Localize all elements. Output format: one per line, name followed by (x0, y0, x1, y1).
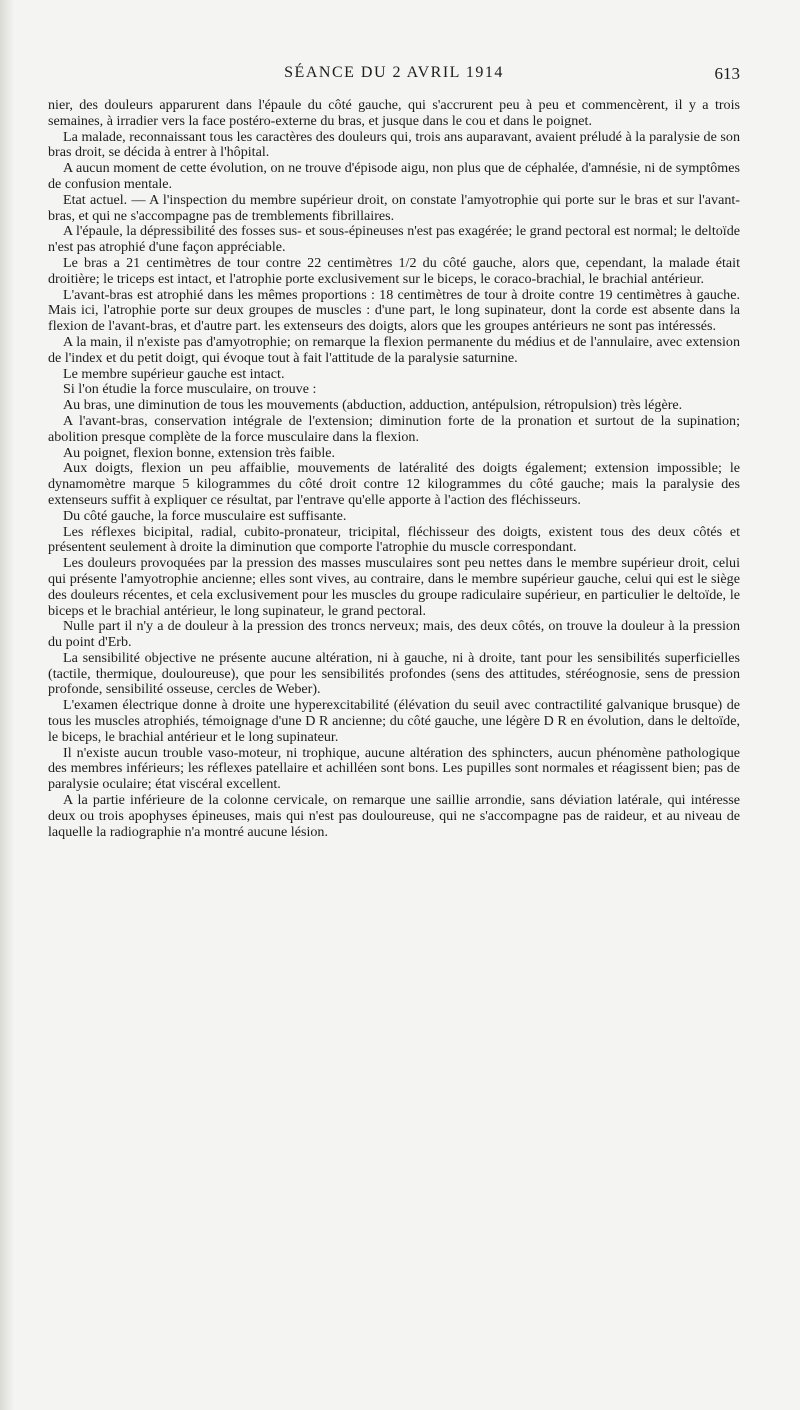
paragraph: nier, des douleurs apparurent dans l'épaule du côté gauche, qui s'accrurent peu à peu et commencèrent, il y a trois semaines, à irradier vers la face postéro-externe du bras, et jusque dans le cou et dans le poignet. (48, 97, 740, 129)
paragraph: La sensibilité objective ne présente aucune altération, ni à gauche, ni à droite, tant pour les sensibilités superficielles (tactile, thermique, douloureuse), que pour les sensibilités profondes (sens des attitudes, stéréognosie, sens de pression profonde, sensibilité osseuse, cercles de Weber). (48, 649, 740, 698)
paragraph: Du côté gauche, la force musculaire est suffisante. (63, 507, 347, 524)
paragraph: Au bras, une diminution de tous les mouvements (abduction, adduction, antépulsion, rétropulsion) très légère. (63, 397, 683, 414)
paragraph: A aucun moment de cette évolution, on ne trouve d'épisode aigu, non plus que de céphalée, d'amnésie, ni de symptômes de confusion mentale. (48, 160, 740, 192)
paragraph: A la main, il n'existe pas d'amyotrophie; on remarque la flexion permanente du médius et de l'annulaire, avec extension de l'index et du petit doigt, qui évoque tout à fait l'attitude de la paralysie saturnine. (48, 333, 740, 366)
paragraph: Nulle part il n'y a de douleur à la pression des troncs nerveux; mais, des deux côtés, on trouve la douleur à la pression du point d'Erb. (48, 618, 740, 651)
paragraph: L'avant-bras est atrophié dans les mêmes proportions : 18 centimètres de tour à droite contre 19 centimètres à gauche. Mais ici, l'atrophie porte sur deux groupes de muscles : d'une part, le long supinateur, dont la corde est absente dans la flexion de l'avant-bras, et d'autre part. les extenseurs des doigts, alors que les groupes antérieurs ne sont pas intéressés. (48, 286, 740, 335)
page-number: 613 (714, 64, 740, 83)
paragraph: La malade, reconnaissant tous les caractères des douleurs qui, trois ans auparavant, avaient préludé à la paralysie de son bras droit, se décida à entrer à l'hôpital. (48, 128, 740, 161)
paragraph: Etat actuel. — A l'inspection du membre supérieur droit, on constate l'amyotrophie qui porte sur le bras et sur l'avant-bras, et qui ne s'accompagne pas de tremblements fibrillaires. (48, 191, 740, 224)
paragraph: Les douleurs provoquées par la pression des masses musculaires sont peu nettes dans le membre supérieur droit, celui qui présente l'amyotrophie ancienne; elles sont vives, au contraire, dans le membre supérieur gauche, celui qui est le siège des douleurs récentes, et cela exclusivement pour les muscles du groupe radiculaire supérieur, en particulier le deltoïde, le biceps et le brachial antérieur, le long supinateur, le grand pectoral. (48, 555, 740, 619)
paragraph: Le bras a 21 centimètres de tour contre 22 centimètres 1/2 du côté gauche, alors que, cependant, la malade était droitière; le triceps est intact, et l'atrophie porte exclusivement sur le biceps, le coraco-brachial, le brachial antérieur. (48, 254, 740, 287)
paragraph: Aux doigts, flexion un peu affaiblie, mouvements de latéralité des doigts également; extension impossible; le dynamomètre marque 5 kilogrammes du côté droit contre 12 kilogrammes du côté gauche; mais la paralysie des extenseurs suffit à expliquer ce résultat, par l'entrave qu'elle apporte à l'action des fléchisseurs. (48, 460, 740, 508)
paragraph: Le membre supérieur gauche est intact. (63, 365, 285, 382)
paragraph: A la partie inférieure de la colonne cervicale, on remarque une saillie arrondie, sans déviation latérale, qui intéresse deux ou trois apophyses épineuses, mais qui n'est pas douloureuse, qui ne s'accompagne pas de raideur, et au niveau de laquelle la radiographie n'a montré aucune lésion. (48, 792, 740, 840)
paragraph: Les réflexes bicipital, radial, cubito-pronateur, tricipital, fléchisseur des doigts, existent tous des deux côtés et présentent seulement à droite la diminution que comporte l'atrophie du muscle correspondant. (48, 523, 740, 556)
page-edge-shadow (0, 0, 14, 1410)
body-text (48, 98, 740, 840)
paragraph: A l'épaule, la dépressibilité des fosses sus- et sous-épineuses n'est pas exagérée; le grand pectoral est normal; le deltoïde n'est pas atrophié d'une façon appréciable. (48, 223, 740, 256)
paragraph: Au poignet, flexion bonne, extension très faible. (63, 444, 336, 461)
paragraph: Il n'existe aucun trouble vaso-moteur, ni trophique, aucune altération des sphincters, aucun phénomène pathologique des membres inférieurs; les réflexes patellaire et achilléen sont bons. Les pupilles sont normales et réagissent bien; pas de paralysie oculaire; état viscéral excellent. (48, 744, 740, 793)
paragraph: L'examen électrique donne à droite une hyperexcitabilité (élévation du seuil avec contractilité galvanique brusque) de tous les muscles atrophiés, témoignage d'une D R ancienne; du côté gauche, une légère D R en évolution, dans le deltoïde, le biceps, le brachial antérieur et le long supinateur. (48, 697, 740, 745)
paragraph: Si l'on étudie la force musculaire, on trouve : (63, 381, 317, 398)
paragraph: A l'avant-bras, conservation intégrale de l'extension; diminution forte de la pronation et surtout de la supination; abolition presque complète de la force musculaire dans la flexion. (48, 412, 740, 445)
page-header (48, 62, 740, 86)
running-head: SÉANCE DU 2 AVRIL 1914 (284, 64, 504, 81)
